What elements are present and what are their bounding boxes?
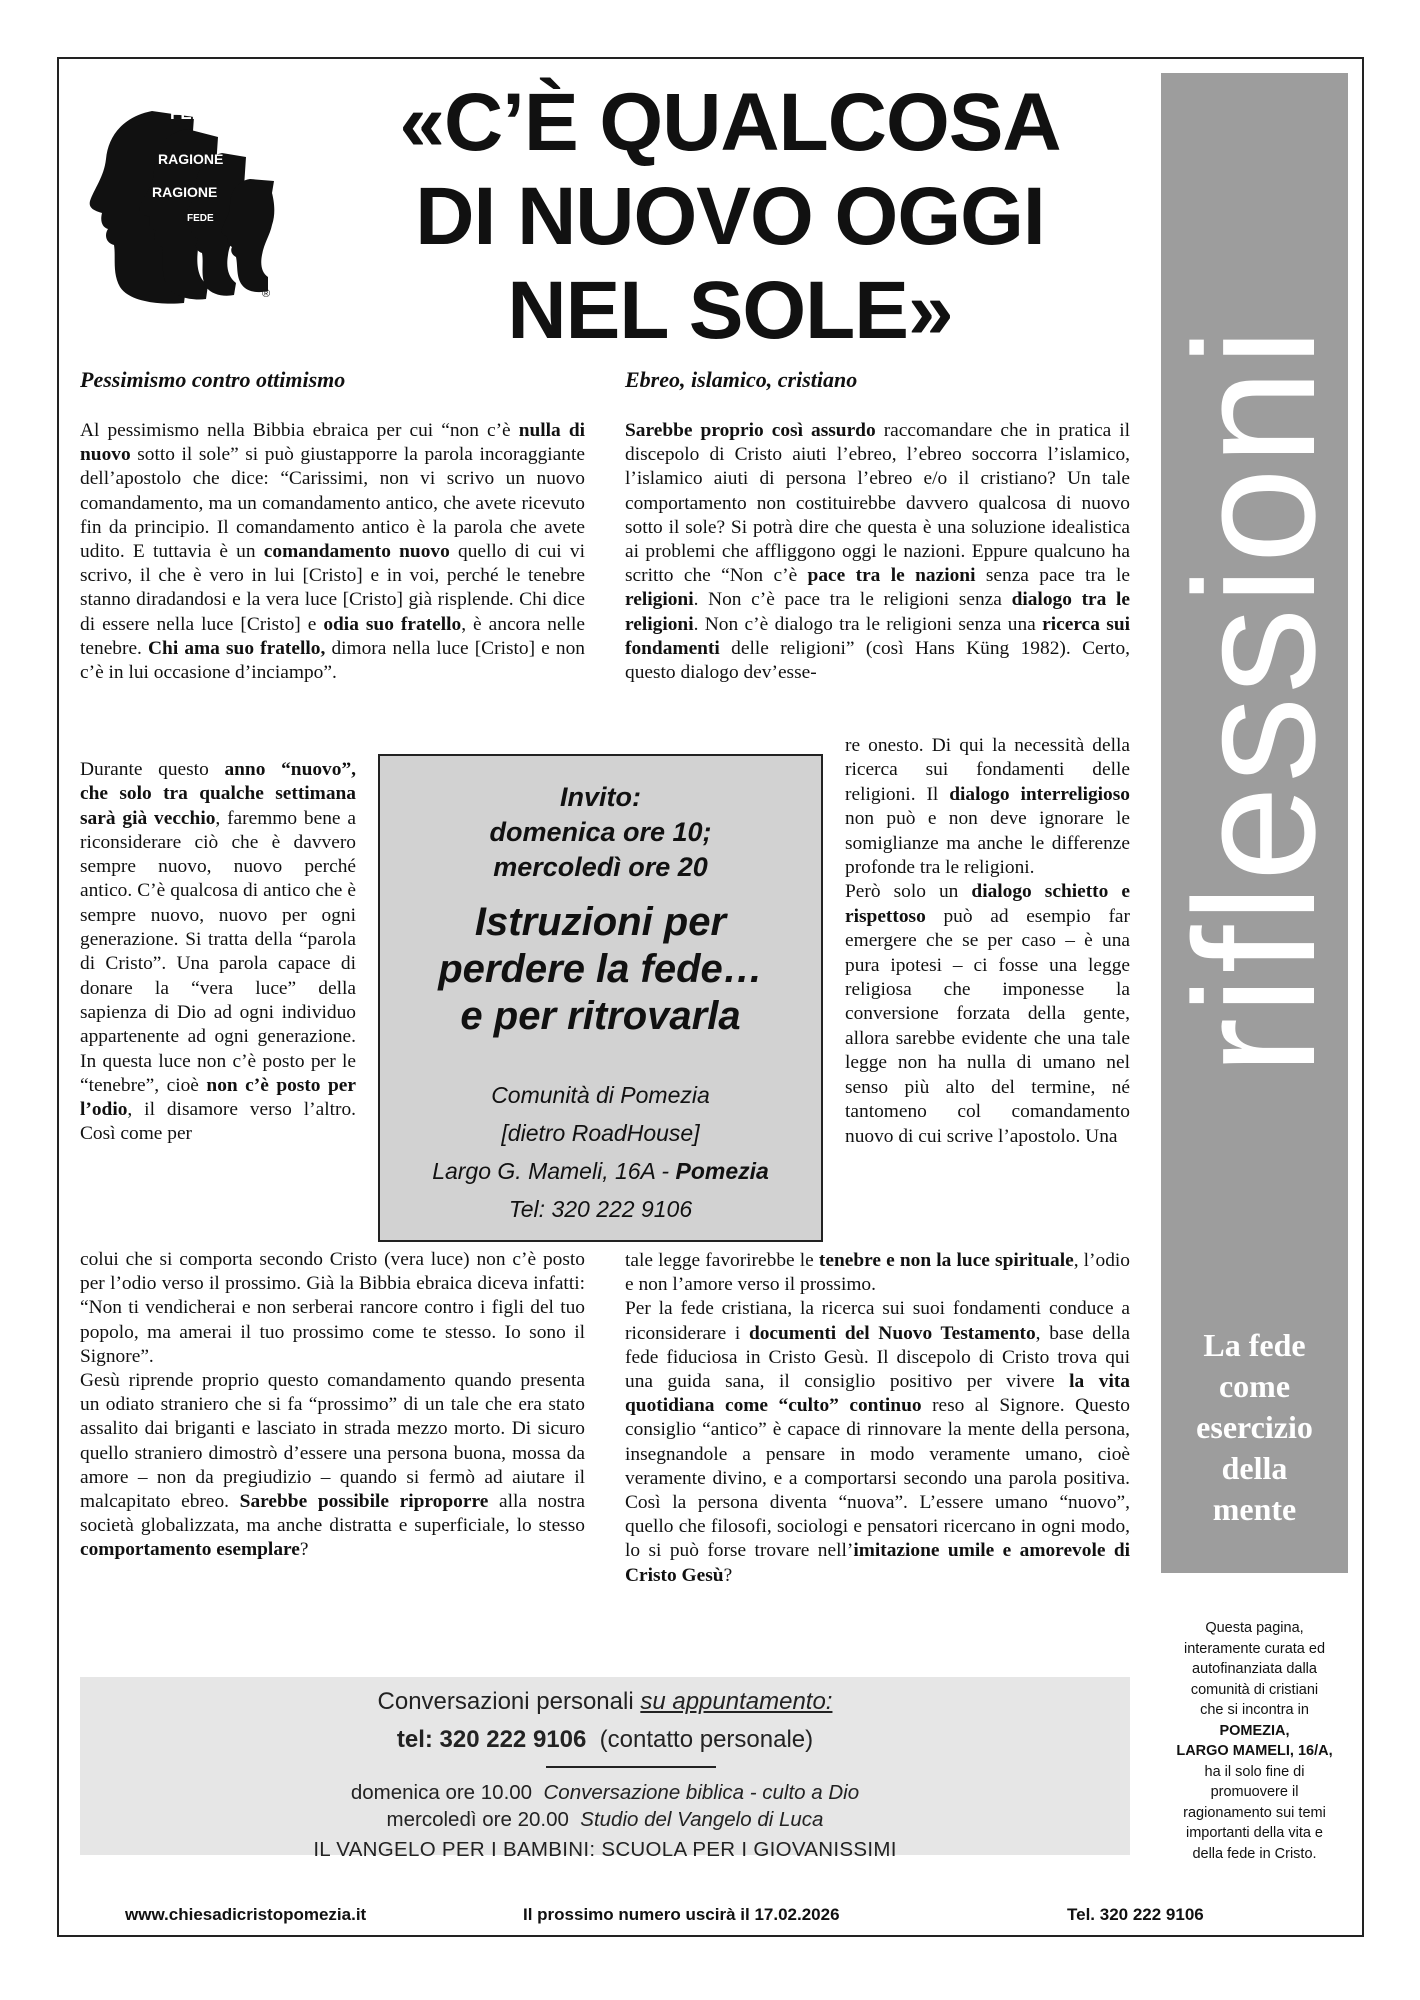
headline-line: DI NUOVO OGGI — [415, 171, 1045, 262]
logo-text-ragione-1: RAGIONE — [158, 151, 224, 167]
side-caption-line: esercizio — [1196, 1409, 1313, 1445]
text-run: Al pessimismo nella Bibbia ebraica per cui “non c’è — [80, 420, 519, 441]
article-paragraph — [845, 734, 1130, 880]
text-run: re onesto. Di qui la necessità della ricerca sui fondamenti delle religioni. Il — [845, 735, 1130, 805]
text-run: . Non c’è dialogo tra le religioni senza una — [693, 613, 1043, 635]
footer-next-issue: Il prossimo numero uscirà il 17.02.2026 — [523, 1905, 840, 1924]
text-run: reso al Signore. Questo consiglio “antico” è capace di rinnovare la mente della persona, insegnandole a pensare in modo veramente umano, cioè veramente divino, e a comportarsi secondo una parola positiva. Così la persona diventa “nuova”. L’essere umano “nuovo”, quello che filosofi, sociologi e pensatori ricercano in ogni modo, lo si può forse trovare nell’ — [625, 1395, 1130, 1562]
divider — [546, 1766, 716, 1768]
text-run: può ad esempio far emergere che se per caso – è una pura ipotesi – ci fosse una legge religiosa che imponesse la conversione forzata della gente, allora sarebbe evidente che una tale legge non ha nulla di umano nel senso più alto del termine, né tantomeno col comandamento nuovo di cui scrive l’apostolo. Una — [845, 905, 1130, 1147]
side-note-line: importanti della vita e — [1185, 1825, 1323, 1841]
text-run: Per la fede cristiana, la ricerca sui suoi fondamenti conduce a riconsiderare i — [625, 1298, 1130, 1344]
side-note-line: autofinanziata dalla — [1192, 1661, 1317, 1677]
page-title — [330, 76, 1130, 358]
invitation-address — [380, 1076, 821, 1228]
invitation-heading-line: mercoledì ore 20 — [493, 852, 708, 882]
right-column-paragraph — [625, 419, 1130, 685]
left-column-wrap-paragraph — [80, 758, 356, 1147]
bold-text: Sarebbe possibile riproporre — [239, 1491, 489, 1513]
logo-profiles-icon — [82, 97, 282, 307]
text-run: , il disamore verso l’altro. Così come per — [80, 1099, 356, 1145]
right-column-heading: Ebreo, islamico, cristiano — [625, 367, 858, 392]
invitation-landmark: [dietro RoadHouse] — [501, 1120, 700, 1146]
contact-phone: tel: 320 222 9106 (contatto personale) — [396, 1726, 814, 1753]
registered-mark: ® — [262, 288, 271, 300]
right-column-paragraph — [625, 1249, 1130, 1588]
bold-text: anno “nuovo”, che solo tra qualche settimana sarà già vecchio — [80, 759, 356, 829]
section-title-vertical: riflessioni — [1159, 325, 1351, 1075]
bold-text: tenebre e non la luce spirituale — [818, 1250, 1074, 1271]
text-run: , è ancora nelle tenebre. — [80, 613, 585, 659]
headline-line: NEL SOLE» — [507, 265, 953, 356]
bold-text: odia suo fratello — [323, 613, 462, 635]
contact-intro: Conversazioni personali su appuntamento: — [377, 1688, 833, 1715]
side-caption-line: come — [1218, 1368, 1291, 1404]
text-run: . Non c’è pace tra le religioni senza — [693, 589, 1012, 611]
logo-text-ragione-2: RAGIONE — [152, 184, 218, 200]
text-run: , faremmo bene a riconsiderare ciò che è davvero sempre nuovo, nuovo perché antico. C’è qualcosa di antico che è sempre nuovo, nuovo per ogni generazione. Si tratta della “parola di Cristo”. Una parola capace di donare la “vera luce” della sapienza di Dio ad ogni individuo appartenente ad ogni generazione. In questa luce non c’è posto per le “tenebre”, cioè — [80, 807, 356, 1096]
text-run: dimora nella luce [Cristo] e non c’è in lui occasione d’inciampo”. — [80, 637, 585, 684]
text-run: , base della fede fiduciosa in Cristo Gesù. Il discepolo di Cristo trova qui una guida sana, il consiglio positivo per vivere — [625, 1322, 1130, 1393]
text-run: Gesù riprende proprio questo comandamento quando presenta un odiato straniero che si fa “prossimo” di un tale che era stato assalito dai briganti e lasciato in strada mezzo morto. Di sicuro quello straniero dimostrò d’essere una persona buona, mossa da amore – non da pregiudizio – quando si fermò ad aiutare il malcapitato ebreo. — [80, 1370, 585, 1513]
headline-line: «C’È QUALCOSA — [399, 77, 1061, 168]
side-note-line: comunità di cristiani — [1190, 1681, 1319, 1698]
schedule-item: domenica ore 10.00 Conversazione biblica - culto a Dio — [350, 1781, 860, 1804]
side-note-line: della fede in Cristo. — [1192, 1845, 1317, 1862]
side-caption — [1161, 1325, 1348, 1530]
footer-website[interactable]: www.chiesadicristopomezia.it — [125, 1905, 367, 1924]
side-note — [1161, 1618, 1348, 1864]
invitation-title-line: perdere la fede… — [438, 947, 763, 991]
side-note-line: interamente curata ed — [1183, 1640, 1326, 1657]
bold-text: comandamento nuovo — [263, 541, 450, 563]
bold-text: dialogo interreligioso — [949, 783, 1130, 805]
bold-text: religioni — [625, 589, 694, 611]
invitation-title — [380, 899, 821, 1040]
bold-text: dialogo tra le religioni — [625, 589, 1130, 635]
text-run: alla nostra società globalizzata, ma anche distratta e superficiale, lo stesso — [80, 1491, 585, 1537]
schedule — [80, 1779, 1130, 1833]
text-run: tale legge favorirebbe le — [625, 1250, 819, 1271]
invitation-title-line: e per ritrovarla — [460, 994, 741, 1038]
bold-text: ricerca sui fondamenti — [625, 613, 1130, 659]
invitation-phone: Tel: 320 222 9106 — [508, 1196, 693, 1222]
text-run: ? — [723, 1564, 733, 1586]
article-paragraph — [80, 1248, 585, 1369]
invitation-box — [378, 754, 823, 1242]
kids-school: IL VANGELO PER I BAMBINI: SCUOLA PER I GIOVANISSIMI — [313, 1838, 897, 1861]
invitation-community: Comunità di Pomezia — [491, 1082, 710, 1108]
footer-phone: Tel. 320 222 9106 — [1067, 1905, 1204, 1924]
text-run: Durante questo — [80, 759, 225, 780]
left-column-paragraph — [80, 419, 585, 685]
text-run: Però solo un — [845, 881, 972, 903]
article-paragraph — [80, 758, 356, 1147]
bold-text: Chi ama suo fratello, — [148, 637, 326, 659]
article-paragraph — [625, 1249, 1130, 1297]
side-caption-line: mente — [1212, 1491, 1297, 1527]
article-paragraph — [80, 419, 585, 685]
right-column-wrap-paragraph — [845, 734, 1130, 1149]
side-note-line: che si incontra in — [1200, 1702, 1309, 1718]
invitation-title-line: Istruzioni per — [474, 900, 727, 944]
bold-text: non c’è posto per l’odio — [80, 1074, 356, 1121]
invitation-heading-line: Invito: — [560, 782, 641, 812]
logo-text-fede-2: FEDE — [187, 213, 214, 224]
bold-text: documenti del Nuovo Testamento — [748, 1322, 1036, 1344]
schedule-item: mercoledì ore 20.00 Studio del Vangelo di Luca — [386, 1808, 824, 1831]
text-run: ? — [299, 1539, 309, 1561]
bold-text: imitazione umile e amorevole di Cristo Gesù — [625, 1540, 1131, 1586]
invitation-heading-line: domenica ore 10; — [489, 817, 712, 847]
text-run: senza pace tra le — [975, 565, 1130, 587]
invitation-heading — [380, 780, 821, 885]
side-caption-line: della — [1221, 1450, 1288, 1486]
article-paragraph — [625, 1297, 1130, 1587]
side-note-line: LARGO MAMELI, 16/A, — [1176, 1743, 1333, 1759]
left-column-heading: Pessimismo contro ottimismo — [80, 367, 346, 392]
text-run: colui che si comporta secondo Cristo (vera luce) non c’è posto per l’odio verso il prossimo. Già la Bibbia ebraica diceva infatti: “Non ti vendicherai e non serberai rancore contro i figli del tuo popolo, ma amerai il tuo prossimo come te stesso. Io sono il Signore”. — [80, 1249, 585, 1367]
article-paragraph — [80, 1369, 585, 1563]
side-note-line: ragionamento sui temi — [1183, 1804, 1326, 1821]
text-run: , l’odio e non l’amore verso il prossimo. — [625, 1250, 1130, 1296]
bold-text: dialogo schietto e rispettoso — [845, 881, 1130, 927]
text-run: non può e non deve ignorare le somiglianze ma anche le differenze profonde tra le religioni. — [845, 808, 1130, 879]
bold-text: pace tra le nazioni — [807, 565, 976, 587]
bold-text: la vita quotidiana come “culto” continuo — [625, 1371, 1130, 1417]
text-run: quello di cui vi scrivo, il che è vero in lui [Cristo] e in voi, perché le tenebre stanno diradandosi e la vera luce [Cristo] già risplende. Chi dice di essere nella luce [Cristo] e — [80, 541, 585, 635]
text-run: raccomandare che in pratica il discepolo di Cristo aiuti l’ebreo, l’ebreo soccorra l’islamico, l’islamico aiuti di persona l’ebreo e/o il cristiano? Un tale comportamento non costituirebbe davvero qualcosa di nuovo sotto il sole? Si potrà dire che questa è una soluzione idealistica ai problemi che affliggono oggi le nazioni. Eppure qualcuno ha scritto che “Non c’è — [625, 420, 1130, 587]
contact-box — [80, 1677, 1130, 1861]
text-run: sotto il sole” si può giustapporre la parola incoraggiante dell’apostolo che dice: “Carissimi, non vi scrivo un nuovo comandamento, ma un comandamento antico, che avete ricevuto fin da principio. Il comandamento antico è la parola che avete udito. E tuttavia è un — [80, 444, 585, 563]
bold-text: comportamento esemplare — [80, 1539, 300, 1561]
side-note-line: ha il solo fine di — [1204, 1763, 1305, 1780]
side-note-line: Questa pagina, — [1205, 1620, 1304, 1636]
side-caption-line: La fede — [1203, 1327, 1306, 1363]
side-note-line: promuovere il — [1210, 1784, 1299, 1800]
article-paragraph — [845, 880, 1130, 1148]
bold-text: Sarebbe proprio così assurdo — [625, 420, 876, 441]
bold-text: nulla di nuovo — [80, 420, 585, 466]
article-paragraph — [625, 419, 1130, 685]
logo-text-fede: FEDE — [170, 104, 216, 123]
side-note-line: POMEZIA, — [1219, 1722, 1290, 1739]
text-run: delle religioni” (così Hans Küng 1982). Certo, questo dialogo dev’esse- — [625, 637, 1130, 684]
invitation-street: Largo G. Mameli, 16A - Pomezia — [432, 1158, 769, 1184]
left-column-paragraph — [80, 1248, 585, 1563]
